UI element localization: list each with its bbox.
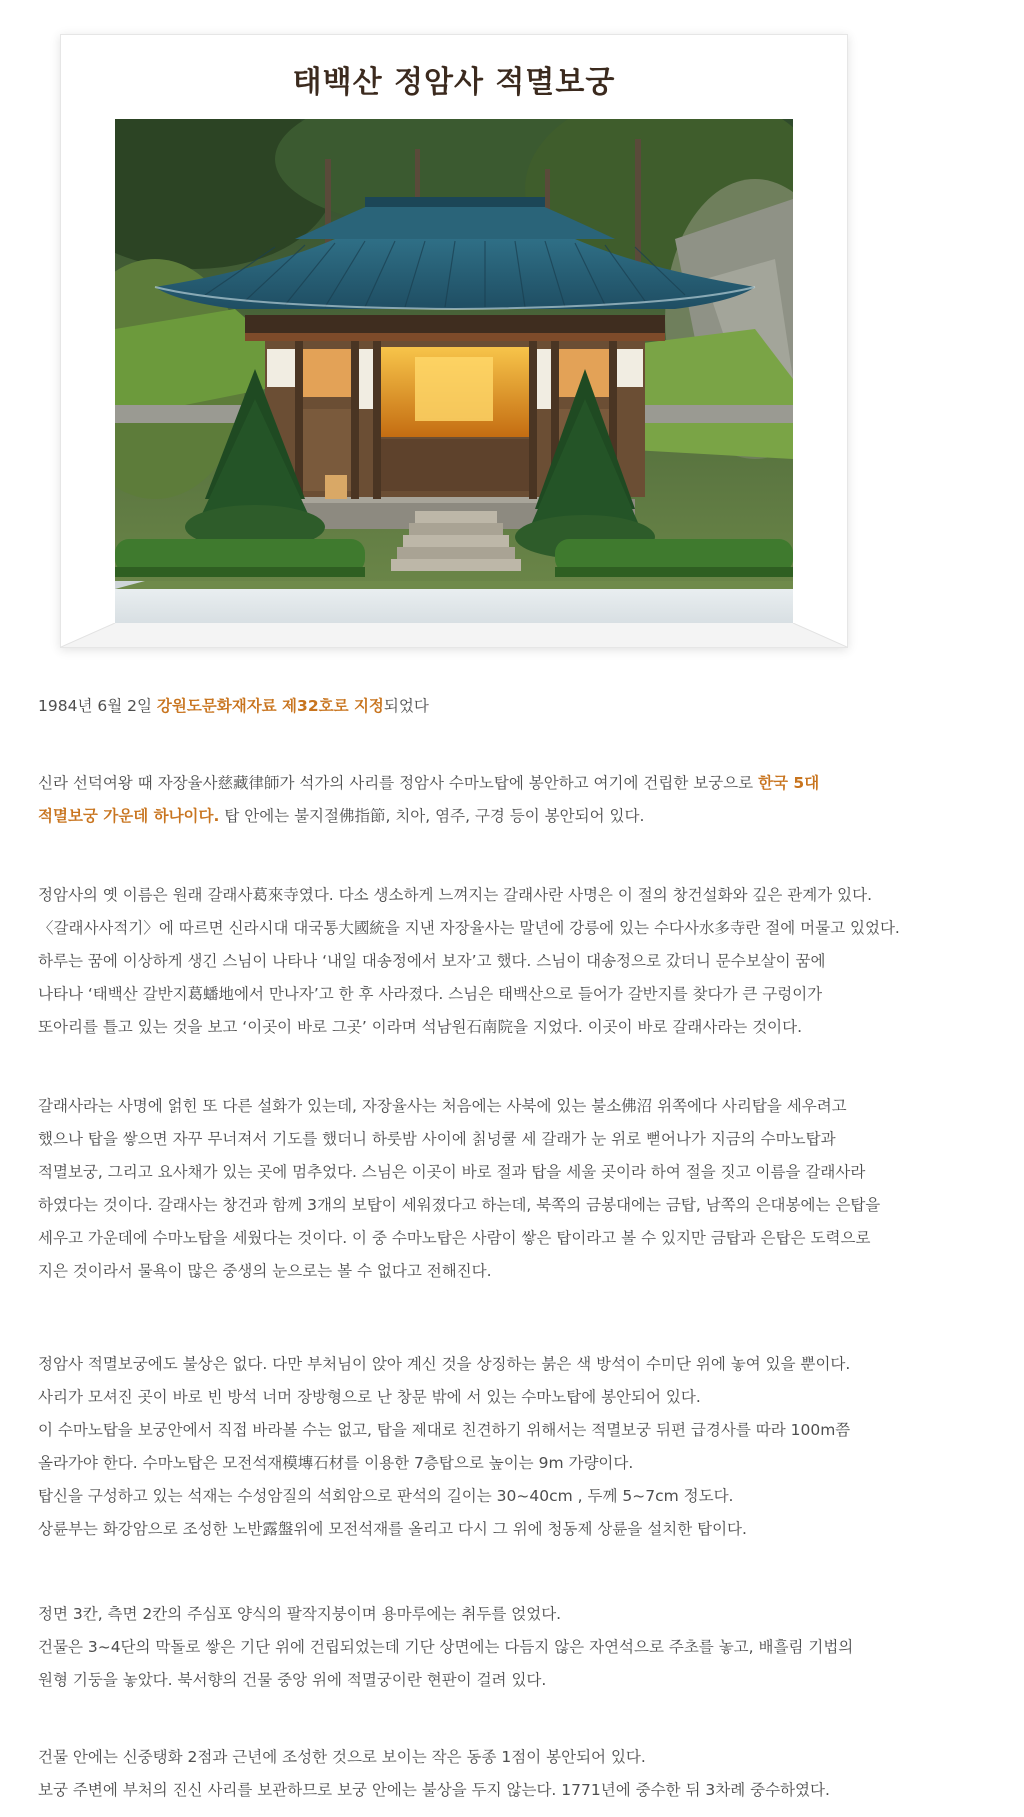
p2-line: 하루는 꿈에 이상하게 생긴 스님이 나타나 ‘내일 대송정에서 보자’고 했다. 스님이 대송정으로 갔더니 문수보살이 꿈에 (38, 952, 826, 970)
paragraph-5 (38, 1598, 938, 1697)
p6-line: 보궁 주변에 부처의 진신 사리를 보관하므로 보궁 안에는 불상을 두지 않는다. 1771년에 중수한 뒤 3차례 중수하였다. (38, 1781, 830, 1799)
p5-line: 건물은 3~4단의 막돌로 쌓은 기단 위에 건립되었는데 기단 상면에는 다듬지 않은 자연석으로 주초를 놓고, 배흘림 기법의 (38, 1638, 854, 1656)
p4-line: 올라가야 한다. 수마노탑은 모전석재模塼石材를 이용한 7층탑으로 높이는 9m 가량이다. (38, 1454, 634, 1472)
p5-line: 정면 3칸, 측면 2칸의 주심포 양식의 팔작지붕이며 용마루에는 취두를 얹었다. (38, 1605, 562, 1623)
p2-line: 〈갈래사사적기〉에 따르면 신라시대 대국통大國統을 지낸 자장율사는 말년에 강릉에 있는 수다사水多寺란 절에 머물고 있었다. (38, 919, 900, 937)
p4-line: 탑신을 구성하고 있는 석재는 수성암질의 석회암으로 판석의 길이는 30~40cm , 두께 5~7cm 정도다. (38, 1487, 734, 1505)
p1-highlight-b: 적멸보궁 가운데 하나이다. (38, 807, 220, 825)
p3-line: 적멸보궁, 그리고 요사채가 있는 곳에 멈추었다. 스님은 이곳이 바로 절과 탑을 세울 곳이라 하여 절을 짓고 이름을 갈래사라 (38, 1163, 866, 1181)
p3-line: 세우고 가운데에 수마노탑을 세웠다는 것이다. 이 중 수마노탑은 사람이 쌓은 탑이라고 볼 수 있지만 금탑과 은탑은 도력으로 (38, 1229, 871, 1247)
designation-date: 1984년 6월 2일 (38, 697, 157, 715)
page-title: 태백산 정암사 적멸보궁 (292, 65, 616, 100)
temple-illustration (115, 119, 793, 623)
card-frame-bottom (61, 623, 847, 647)
p2-line: 나타나 ‘태백산 갈반지葛蟠地에서 만나자’고 한 후 사라졌다. 스님은 태백산으로 들어가 갈반지를 찾다가 큰 구렁이가 (38, 985, 823, 1003)
temple-photo (115, 119, 793, 623)
p2-line: 정암사의 옛 이름은 원래 갈래사葛來寺였다. 다소 생소하게 느껴지는 갈래사란 사명은 이 절의 창건설화와 깊은 관계가 있다. (38, 886, 872, 904)
intro-line (38, 690, 938, 723)
p3-line: 하였다는 것이다. 갈래사는 창건과 함께 3개의 보탑이 세워졌다고 하는데, 북쪽의 금봉대에는 금탑, 남쪽의 은대봉에는 은탑을 (38, 1196, 881, 1214)
p2-line: 또아리를 틀고 있는 것을 보고 ‘이곳이 바로 그곳’ 이라며 석남원石南院을 지었다. 이곳이 바로 갈래사라는 것이다. (38, 1018, 803, 1036)
p4-line: 이 수마노탑을 보궁안에서 직접 바라볼 수는 없고, 탑을 제대로 친견하기 위해서는 적멸보궁 뒤편 급경사를 따라 100m쯤 (38, 1421, 851, 1439)
paragraph-4 (38, 1348, 938, 1546)
p4-line: 사리가 모셔진 곳이 바로 빈 방석 너머 장방형으로 난 창문 밖에 서 있는 수마노탑에 봉안되어 있다. (38, 1388, 701, 1406)
p4-line: 상륜부는 화강암으로 조성한 노반露盤위에 모전석재를 올리고 다시 그 위에 청동제 상륜을 설치한 탑이다. (38, 1520, 747, 1538)
p5-line: 원형 기둥을 놓았다. 북서향의 건물 중앙 위에 적멸궁이란 현판이 걸려 있다. (38, 1671, 547, 1689)
paragraph-1 (38, 767, 938, 833)
paragraph-6 (38, 1741, 938, 1807)
p1-text-a: 신라 선덕여왕 때 자장율사慈藏律師가 석가의 사리를 정암사 수마노탑에 봉안하고 여기에 건립한 보궁으로 (38, 774, 759, 792)
paragraph-2 (38, 879, 938, 1044)
p3-line: 했으나 탑을 쌓으면 자꾸 무너져서 기도를 했더니 하룻밤 사이에 칡넝쿨 세 갈래가 눈 위로 뻗어나가 지금의 수마노탑과 (38, 1130, 836, 1148)
p6-line: 건물 안에는 신중탱화 2점과 근년에 조성한 것으로 보이는 작은 동종 1점이 봉안되어 있다. (38, 1748, 646, 1766)
designation-suffix: 되었다 (383, 697, 429, 715)
p1-highlight-a: 한국 5대 (758, 774, 820, 792)
p3-line: 갈래사라는 사명에 얽힌 또 다른 설화가 있는데, 자장율사는 처음에는 사북에 있는 불소佛沼 위쪽에다 사리탑을 세우려고 (38, 1097, 847, 1115)
p1-text-b: 탑 안에는 불지절佛指節, 치아, 염주, 구경 등이 봉안되어 있다. (219, 807, 645, 825)
p4-line: 정암사 적멸보궁에도 불상은 없다. 다만 부처님이 앉아 계신 것을 상징하는 붉은 색 방석이 수미단 위에 놓여 있을 뿐이다. (38, 1355, 851, 1373)
p3-line: 지은 것이라서 물욕이 많은 중생의 눈으로는 볼 수 없다고 전해진다. (38, 1262, 492, 1280)
paragraph-3 (38, 1090, 938, 1288)
article-body (38, 690, 938, 1807)
photo-card (60, 34, 848, 648)
designation-highlight: 강원도문화재자료 제32호로 지정 (156, 697, 384, 715)
